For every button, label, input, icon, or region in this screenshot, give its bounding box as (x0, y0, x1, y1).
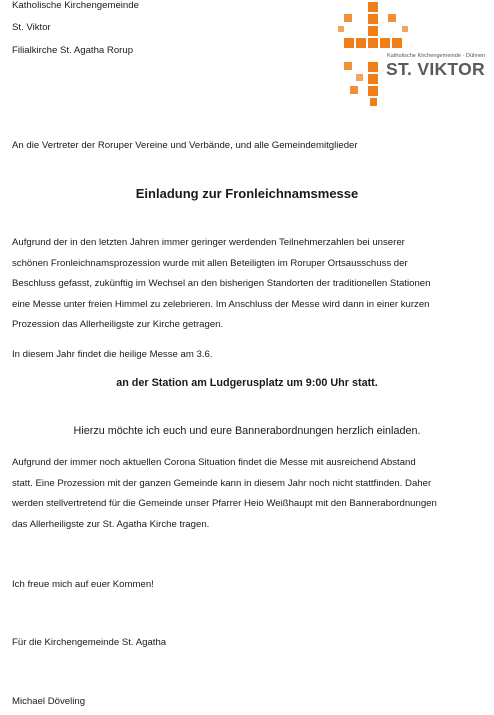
paragraph-line: eine Messe unter freien Himmel zu zelebrieren. Im Anschluss der Messe wird dann in einer kurzen (12, 298, 430, 310)
parish-logo (330, 0, 486, 112)
date-line: In diesem Jahr findet die heilige Messe am 3.6. (12, 349, 213, 360)
recipient-line: An die Vertreter der Roruper Vereine und Verbände, und alle Gemeindemitglieder (12, 140, 358, 151)
on-behalf-line: Für die Kirchengemeinde St. Agatha (12, 637, 167, 648)
sender-line-2: St. Viktor (12, 22, 51, 33)
logo-name: ST. VIKTOR (386, 59, 485, 79)
paragraph-line: schönen Fronleichnamsprozession wurde mit allen Beteiligten im Roruper Ortsausschuss der (12, 257, 408, 269)
closing-line: Ich freue mich auf euer Kommen! (12, 579, 154, 590)
location-line: an der Station am Ludgerusplatz um 9:00 Uhr statt. (116, 377, 378, 389)
paragraph-line: Aufgrund der in den letzten Jahren immer geringer werdenden Teilnehmerzahlen bei unserer (12, 237, 405, 248)
paragraph-intro (12, 233, 486, 336)
paragraph-line: Aufgrund der immer noch aktuellen Corona Situation findet die Messe mit ausreichend Abstand (12, 457, 416, 468)
paragraph-line: das Allerheiligste zur St. Agatha Kirche tragen. (12, 518, 210, 530)
logo-subtitle: Katholische Kirchengemeinde · Dülmen (387, 53, 486, 59)
paragraph-line: werden stellvertretend für die Gemeinde unser Pfarrer Heio Weißhaupt mit den Bannerabordnungen (12, 498, 437, 510)
paragraph-line: statt. Eine Prozession mit der ganzen Gemeinde kann in diesem Jahr noch nicht stattfinden. Daher (12, 477, 432, 489)
invite-line: Hierzu möchte ich euch und eure Bannerabordnungen herzlich einladen. (73, 425, 421, 437)
paragraph-corona (12, 453, 486, 535)
sender-line-1: Katholische Kirchengemeinde (12, 0, 139, 11)
sender-line-3: Filialkirche St. Agatha Rorup (12, 45, 134, 56)
page-title: Einladung zur Fronleichnamsmesse (135, 186, 359, 201)
paragraph-line: Prozession das Allerheiligste zur Kirche getragen. (12, 319, 224, 331)
signature-name: Michael Döveling (12, 696, 86, 707)
paragraph-line: Beschluss gefasst, zukünftig im Wechsel an den bisherigen Standorten der traditionellen Stationen (12, 278, 431, 290)
